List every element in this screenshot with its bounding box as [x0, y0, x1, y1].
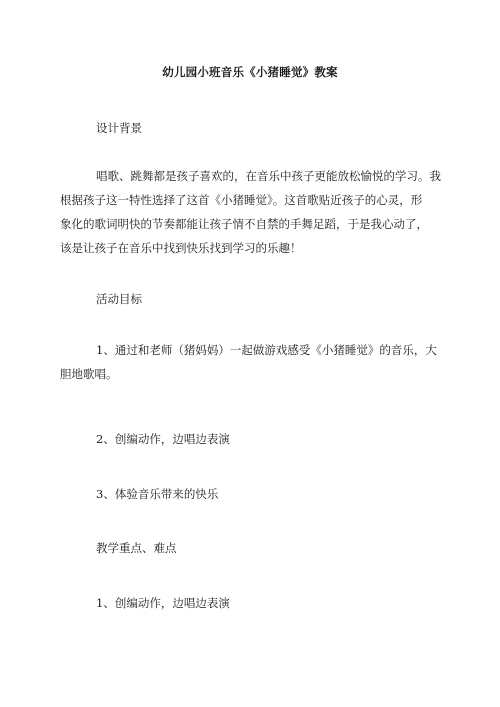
- background-paragraph: [60, 164, 441, 260]
- goal-1-line-2: 胆地歌唱。: [60, 367, 118, 381]
- document-title: 幼儿园小班音乐《小猪睡觉》教案: [162, 65, 338, 79]
- goal-1-paragraph: [60, 338, 437, 386]
- goal-1-line-1: 1、通过和老师（猪妈妈）一起做游戏感受《小猪睡觉》的音乐，大: [96, 343, 437, 357]
- background-line-2: 根据孩子这一特性选择了这首《小猪睡觉》。这首歌贴近孩子的心灵，形: [60, 193, 423, 207]
- goal-3-item: 3、体验音乐带来的快乐: [96, 487, 219, 501]
- section-heading-background: 设计背景: [96, 121, 142, 135]
- section-heading-key-points: 教学重点、难点: [96, 541, 177, 555]
- key-point-1-item: 1、创编动作，边唱边表演: [96, 596, 230, 610]
- background-line-3: 象化的歌词明快的节奏都能让孩子情不自禁的手舞足蹈，于是我心动了，: [60, 217, 428, 231]
- goal-2-item: 2、创编动作，边唱边表演: [96, 432, 230, 446]
- background-line-1: 唱歌、跳舞都是孩子喜欢的，在音乐中孩子更能放松愉悦的学习。我: [96, 169, 441, 183]
- section-heading-goals: 活动目标: [96, 292, 142, 306]
- background-line-4: 该是让孩子在音乐中找到快乐找到学习的乐趣！: [60, 241, 302, 255]
